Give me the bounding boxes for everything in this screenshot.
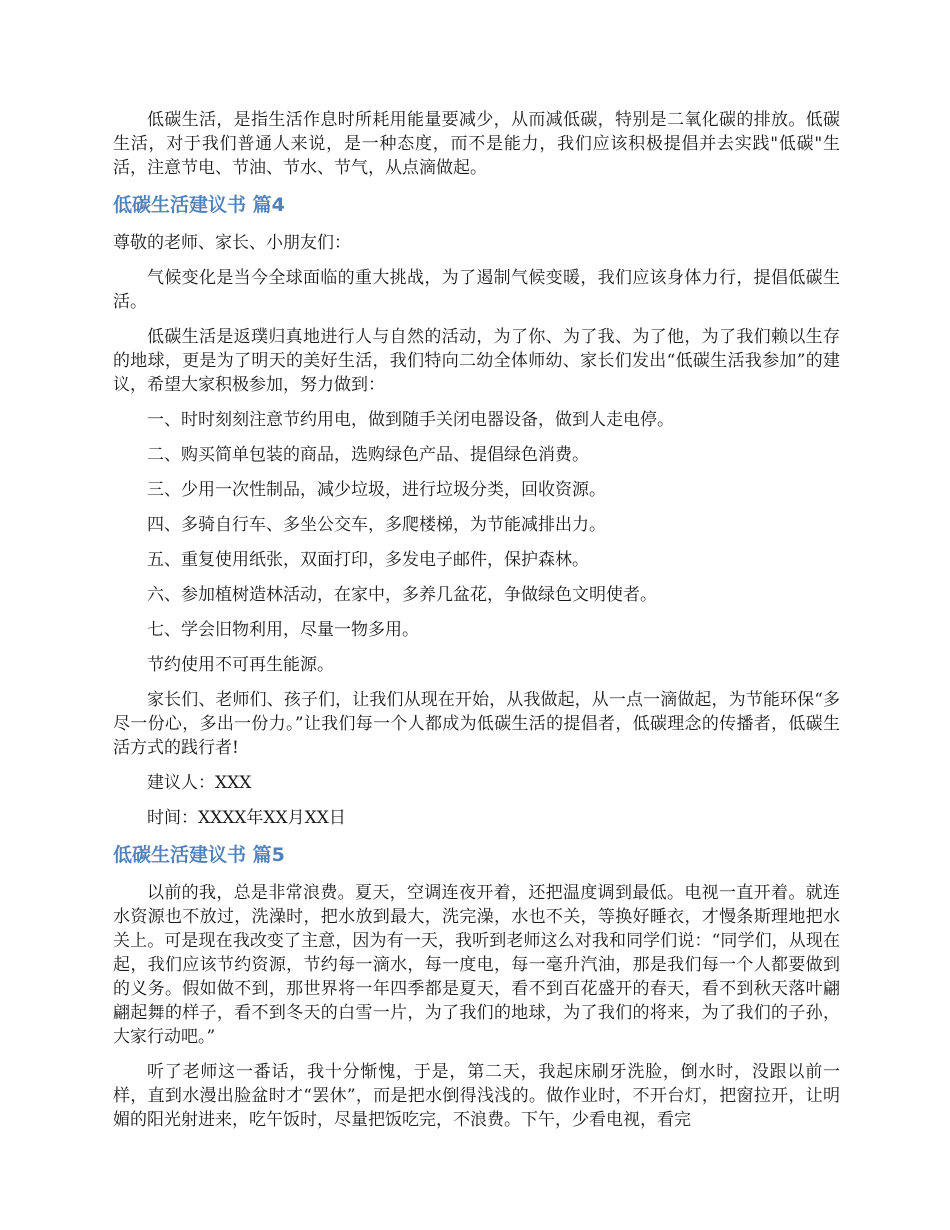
salutation: 尊敬的老师、家长、小朋友们：	[113, 233, 351, 253]
list-item: 四、多骑自行车、多坐公交车，多爬楼梯，为节能减排出力。	[147, 515, 606, 535]
section-5-paragraph-2: 听了老师这一番话，我十分惭愧，于是，第二天，我起床刷牙洗脸，倒水时，没跟以前一样，直到水漫出脸盆时才“罢休”，而是把水倒得浅浅的。做作业时，不开台灯，把窗拉开，让明媚的阳光射进来，吃午饭时，尽量把饭吃完，不浪费。下午，少看电视，看完	[113, 1062, 840, 1130]
section-4-paragraph-2: 低碳生活是返璞归真地进行人与自然的活动，为了你、为了我、为了他，为了我们赖以生存的地球，更是为了明天的美好生活，我们特向二幼全体师幼、家长们发出“低碳生活我参加”的建议，希望大家积极参加，努力做到：	[113, 327, 840, 395]
list-item: 二、购买简单包装的商品，选购绿色产品、提倡绿色消费。	[147, 445, 589, 465]
list-item: 一、时时刻刻注意节约用电，做到随手关闭电器设备，做到人走电停。	[147, 410, 674, 430]
proposer-line: 建议人：XXX	[147, 773, 252, 793]
closing-paragraph: 家长们、老师们、孩子们，让我们从现在开始，从我做起，从一点一滴做起，为节能环保“多尽一份心，多出一份力。”让我们每一个人都成为低碳生活的提倡者，低碳理念的传播者，低碳生活方式的践行者!	[113, 690, 840, 758]
section-4-paragraph-1: 气候变化是当今全球面临的重大挑战，为了遏制气候变暖，我们应该身体力行，提倡低碳生活。	[113, 268, 840, 312]
date-line: 时间：XXXX年XX月XX日	[147, 808, 346, 828]
section-5-heading: 低碳生活建议书 篇5	[113, 844, 285, 866]
list-item: 节约使用不可再生能源。	[147, 655, 334, 675]
list-item: 五、重复使用纸张，双面打印，多发电子邮件，保护森林。	[147, 550, 589, 570]
section-4-heading: 低碳生活建议书 篇4	[113, 194, 285, 216]
document-page	[113, 108, 840, 1143]
list-item: 三、少用一次性制品，减少垃圾，进行垃圾分类，回收资源。	[147, 480, 606, 500]
intro-paragraph: 低碳生活，是指生活作息时所耗用能量要减少，从而减低碳，特别是二氧化碳的排放。低碳生活，对于我们普通人来说，是一种态度，而不是能力，我们应该积极提倡并去实践"低碳"生活，注意节电、节油、节水、节气，从点滴做起。	[113, 110, 840, 178]
section-5-paragraph-1: 以前的我，总是非常浪费。夏天，空调连夜开着，还把温度调到最低。电视一直开着。就连水资源也不放过，洗澡时，把水放到最大，洗完澡，水也不关，等换好睡衣，才慢条斯理地把水关上。可是现在我改变了主意，因为有一天，我听到老师这么对我和同学们说：“同学们，从现在起，我们应该节约资源，节约每一滴水，每一度电，每一毫升汽油，那是我们每一个人都要做到的义务。假如做不到，那世界将一年四季都是夏天，看不到百花盛开的春天，看不到秋天落叶翩翩起舞的样子，看不到冬天的白雪一片，为了我们的地球，为了我们的将来，为了我们的子孙，大家行动吧。”	[113, 883, 840, 1047]
list-item: 七、学会旧物利用，尽量一物多用。	[147, 620, 419, 640]
list-item: 六、参加植树造林活动，在家中，多养几盆花，争做绿色文明使者。	[147, 585, 657, 605]
